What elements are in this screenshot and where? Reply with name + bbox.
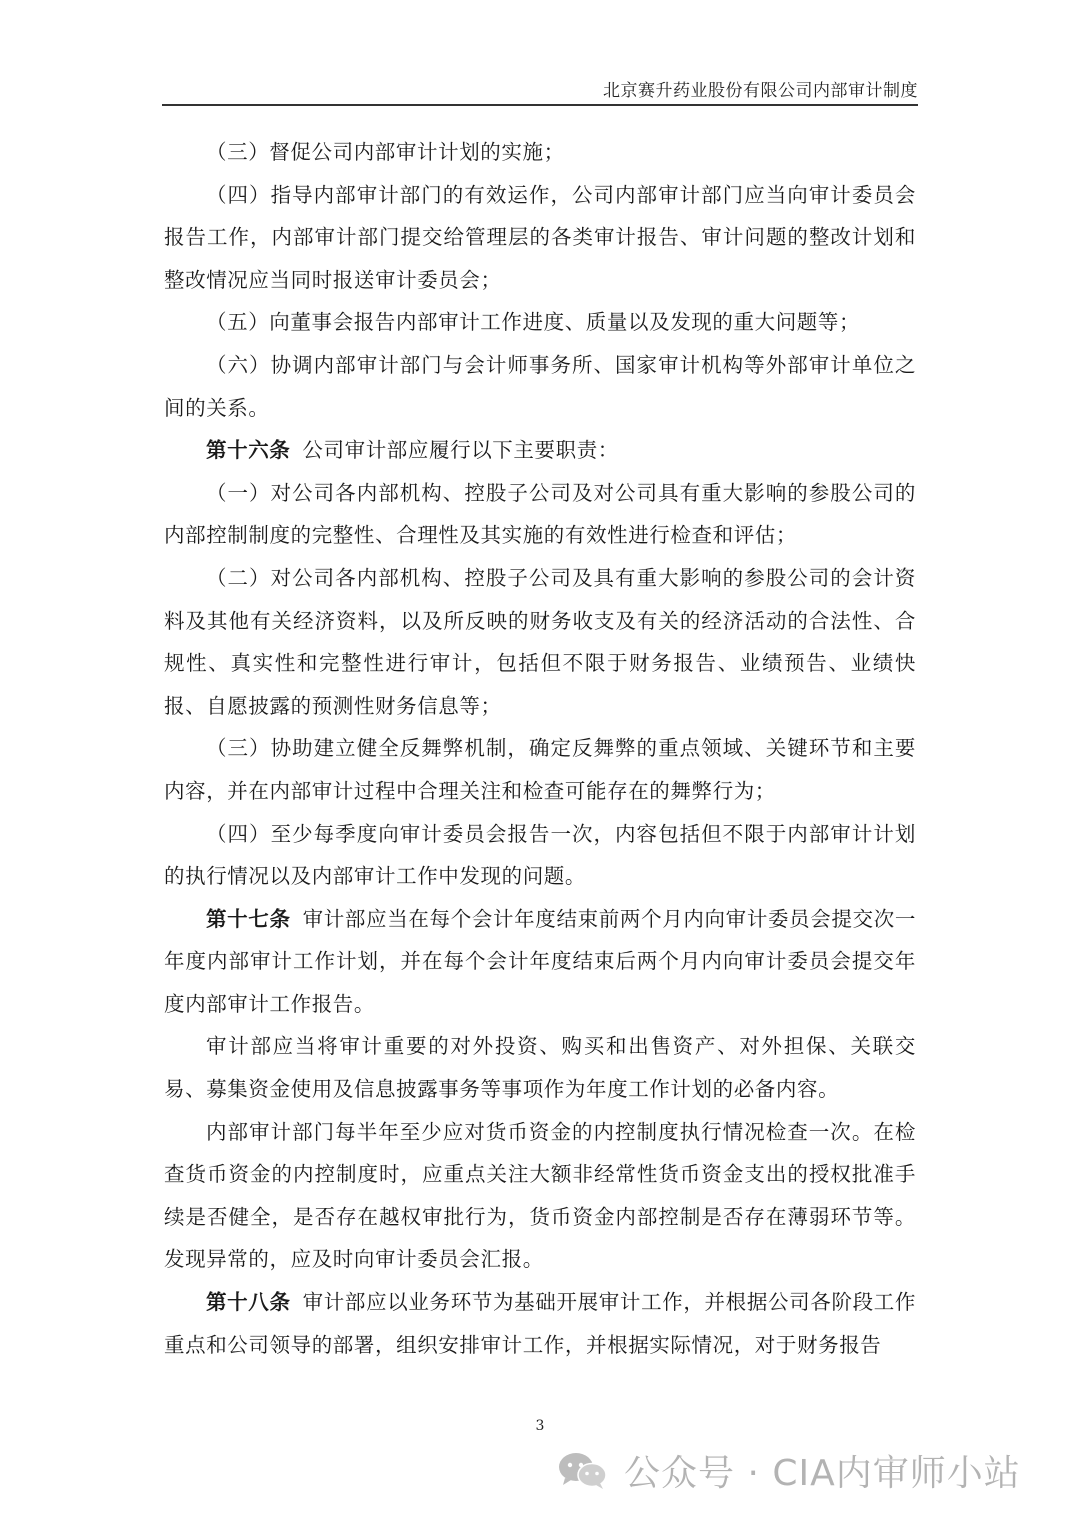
paragraph-text: 公司审计部应履行以下主要职责：	[302, 438, 619, 463]
paragraph-text: 审计部应当在每个会计年度结束前两个月内向审计委员会提交次一年度内部审计工作计划，并在每个会计年度结束后两个月内向审计委员会提交年度内部审计工作报告。	[164, 906, 916, 1016]
document-body	[164, 131, 916, 1366]
paragraph-text: （六）协调内部审计部门与会计师事务所、国家审计机构等外部审计单位之间的关系。	[164, 352, 916, 420]
paragraph	[164, 727, 916, 812]
paragraph-text: （四）至少每季度向审计委员会报告一次，内容包括但不限于内部审计计划的执行情况以及内部审计工作中发现的问题。	[164, 821, 916, 889]
paragraph	[164, 813, 916, 898]
watermark	[556, 1446, 1021, 1494]
paragraph	[164, 174, 916, 302]
article-paragraph	[164, 898, 916, 1026]
article-number: 第十六条	[206, 438, 291, 463]
watermark-text: 公众号 · CIA内审师小站	[624, 1452, 1021, 1494]
paragraph-text: 内部审计部门每半年至少应对货币资金的内控制度执行情况检查一次。在检查货币资金的内控制度时，应重点关注大额非经常性货币资金支出的授权批准手续是否健全，是否存在越权审批行为，货币资金内部控制是否存在薄弱环节等。发现异常的，应及时向审计委员会汇报。	[164, 1119, 916, 1272]
paragraph	[164, 1111, 916, 1281]
article-number: 第十七条	[206, 906, 291, 931]
paragraph-text: 审计部应以业务环节为基础开展审计工作，并根据公司各阶段工作重点和公司领导的部署，组织安排审计工作，并根据实际情况，对于财务报告	[164, 1290, 916, 1357]
paragraph-text: （三）协助建立健全反舞弊机制，确定反舞弊的重点领域、关键环节和主要内容，并在内部审计过程中合理关注和检查可能存在的舞弊行为；	[164, 736, 916, 803]
page-number: 3	[535, 1418, 545, 1434]
wechat-icon	[556, 1450, 610, 1490]
article-number: 第十八条	[206, 1290, 291, 1315]
paragraph-text: （二）对公司各内部机构、控股子公司及具有重大影响的参股公司的会计资料及其他有关经济资料，以及所反映的财务收支及有关的经济活动的合法性、合规性、真实性和完整性进行审计，包括但不限于财务报告、业绩预告、业绩快报、自愿披露的预测性财务信息等；	[164, 565, 916, 718]
paragraph-text: （五）向董事会报告内部审计工作进度、质量以及发现的重大问题等；	[206, 310, 861, 335]
page-header-title: 北京赛升药业股份有限公司内部审计制度	[603, 81, 918, 101]
paragraph	[164, 1025, 916, 1110]
paragraph	[164, 344, 916, 429]
paragraph	[164, 472, 916, 557]
paragraph	[164, 557, 916, 727]
paragraph-text: （三）督促公司内部审计计划的实施；	[206, 140, 565, 164]
paragraph	[164, 131, 916, 174]
article-paragraph	[164, 429, 916, 472]
paragraph-text: 审计部应当将审计重要的对外投资、购买和出售资产、对外担保、关联交易、募集资金使用及信息披露事务等事项作为年度工作计划的必备内容。	[164, 1034, 916, 1102]
paragraph	[164, 301, 916, 344]
header-divider	[162, 104, 918, 106]
paragraph-text: （一）对公司各内部机构、控股子公司及对公司具有重大影响的参股公司的内部控制制度的完整性、合理性及其实施的有效性进行检查和评估；	[164, 480, 916, 548]
paragraph-text: （四）指导内部审计部门的有效运作，公司内部审计部门应当向审计委员会报告工作，内部审计部门提交给管理层的各类审计报告、审计问题的整改计划和整改情况应当同时报送审计委员会；	[164, 182, 916, 292]
article-paragraph	[164, 1281, 916, 1366]
